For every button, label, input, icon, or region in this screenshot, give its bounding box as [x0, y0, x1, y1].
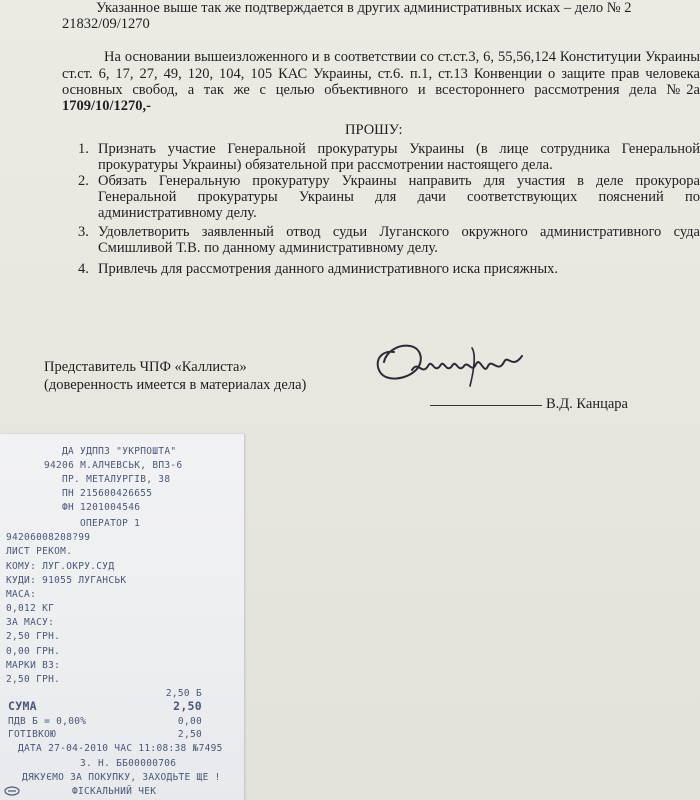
- handwritten-signature: [372, 340, 532, 388]
- receipt-line: 0,012 КГ: [6, 603, 55, 614]
- receipt-line: МАРКИ ВЗ:: [6, 660, 61, 671]
- text-line: ст.ст. 6, 17, 27, 49, 120, 104, 105 КАС Украины, ст.6. п.1, ст.13 Конвенции о защите прав человека: [62, 66, 700, 82]
- receipt-line: 2,50 ГРН.: [6, 631, 61, 642]
- fiscal-mark-icon: [4, 786, 20, 796]
- text-line: 21832/09/1270: [62, 16, 150, 32]
- receipt-header-line: 94206 М.АЛЧЕВСЬК, ВПЗ-6: [44, 460, 183, 471]
- receipt-cash-label: ГОТІВКОЮ: [8, 729, 57, 740]
- text-line: Указанное выше так же подтверждается в других административных исках – дело № 2: [96, 0, 632, 16]
- receipt-line: 0,00 ГРН.: [6, 646, 61, 657]
- receipt-vat-label: ПДВ Б = 0,00%: [8, 716, 87, 727]
- list-item-text: административному делу.: [98, 205, 257, 221]
- list-item-text: Обязать Генеральную прокуратуру Украины направить для участия в деле прокурора: [98, 173, 700, 189]
- list-number: 1.: [78, 141, 89, 157]
- receipt-header-line: ФН 1201004546: [62, 502, 141, 513]
- signatory-name: В.Д. Канцара: [546, 396, 628, 412]
- list-item-text: Генеральной прокуратуры Украины для дачи соответствующих пояснений по: [98, 189, 700, 205]
- representative-label: Представитель ЧПФ «Каллиста»: [44, 359, 247, 375]
- list-number: 3.: [78, 224, 89, 240]
- receipt-line: КОМУ: ЛУГ.ОКРУ.СУД: [6, 561, 115, 572]
- list-item-text: Удовлетворить заявленный отвод судьи Луганского окружного административного суда: [98, 224, 700, 240]
- section-heading: ПРОШУ:: [345, 122, 403, 138]
- list-item-text: Признать участие Генеральной прокуратуры Украины (в лице сотрудника Генеральной: [98, 141, 700, 157]
- receipt-line: КУДИ: 91055 ЛУГАНСЬК: [6, 575, 127, 586]
- receipt-line: ЗА МАСУ:: [6, 617, 55, 628]
- receipt-subtotal: 2,50 Б: [165, 688, 202, 699]
- receipt-cash-value: 2,50: [177, 729, 202, 740]
- text-line: основных свобод, а так же с целью объективного и всестороннего рассмотрения дела №2а: [62, 82, 700, 98]
- list-item-text: Смишливой Т.В. по данному административному делу.: [98, 240, 438, 256]
- receipt-thanks: ДЯКУЄМО ЗА ПОКУПКУ, ЗАХОДЬТЕ ЩЕ !: [22, 772, 221, 783]
- proxy-note: (доверенность имеется в материалах дела): [44, 377, 307, 393]
- receipt-line: ЛИСТ РЕКОМ.: [6, 546, 73, 557]
- signature-line: [430, 405, 542, 406]
- receipt-datetime: ДАТА 27-04-2010 ЧАС 11:08:38 №7495: [18, 743, 223, 754]
- receipt-header-line: ПН 215600426655: [62, 488, 153, 499]
- list-item-text: Привлечь для рассмотрения данного административного иска присяжных.: [98, 261, 559, 277]
- receipt-header-line: ДА УДППЗ "УКРПОШТА": [62, 446, 177, 457]
- text-line: На основании вышеизложенного и в соответствии со ст.ст.3, 6, 55,56,124 Конституции Украины: [104, 49, 700, 65]
- list-number: 4.: [78, 261, 89, 277]
- list-item-text: прокуратуры Украины) обязательной при рассмотрении настоящего дела.: [98, 157, 553, 173]
- postal-receipt: [0, 434, 244, 800]
- receipt-device-id: З. Н. ББ00000706: [80, 758, 177, 769]
- receipt-vat-value: 0,00: [177, 716, 202, 727]
- text-line: 1709/10/1270,-: [62, 98, 152, 114]
- receipt-header-line: ПР. МЕТАЛУРГІВ, 38: [62, 474, 171, 485]
- receipt-line: 94206008208?99: [6, 532, 91, 543]
- receipt-total-value: 2,50: [173, 699, 202, 713]
- receipt-line: 2,50 ГРН.: [6, 674, 61, 685]
- receipt-line: МАСА:: [6, 589, 37, 600]
- receipt-fiscal-label: ФІСКАЛЬНИЙ ЧЕК: [72, 786, 157, 797]
- list-number: 2.: [78, 173, 89, 189]
- receipt-total-label: СУМА: [8, 699, 37, 713]
- receipt-header-line: ОПЕРАТОР 1: [80, 518, 141, 529]
